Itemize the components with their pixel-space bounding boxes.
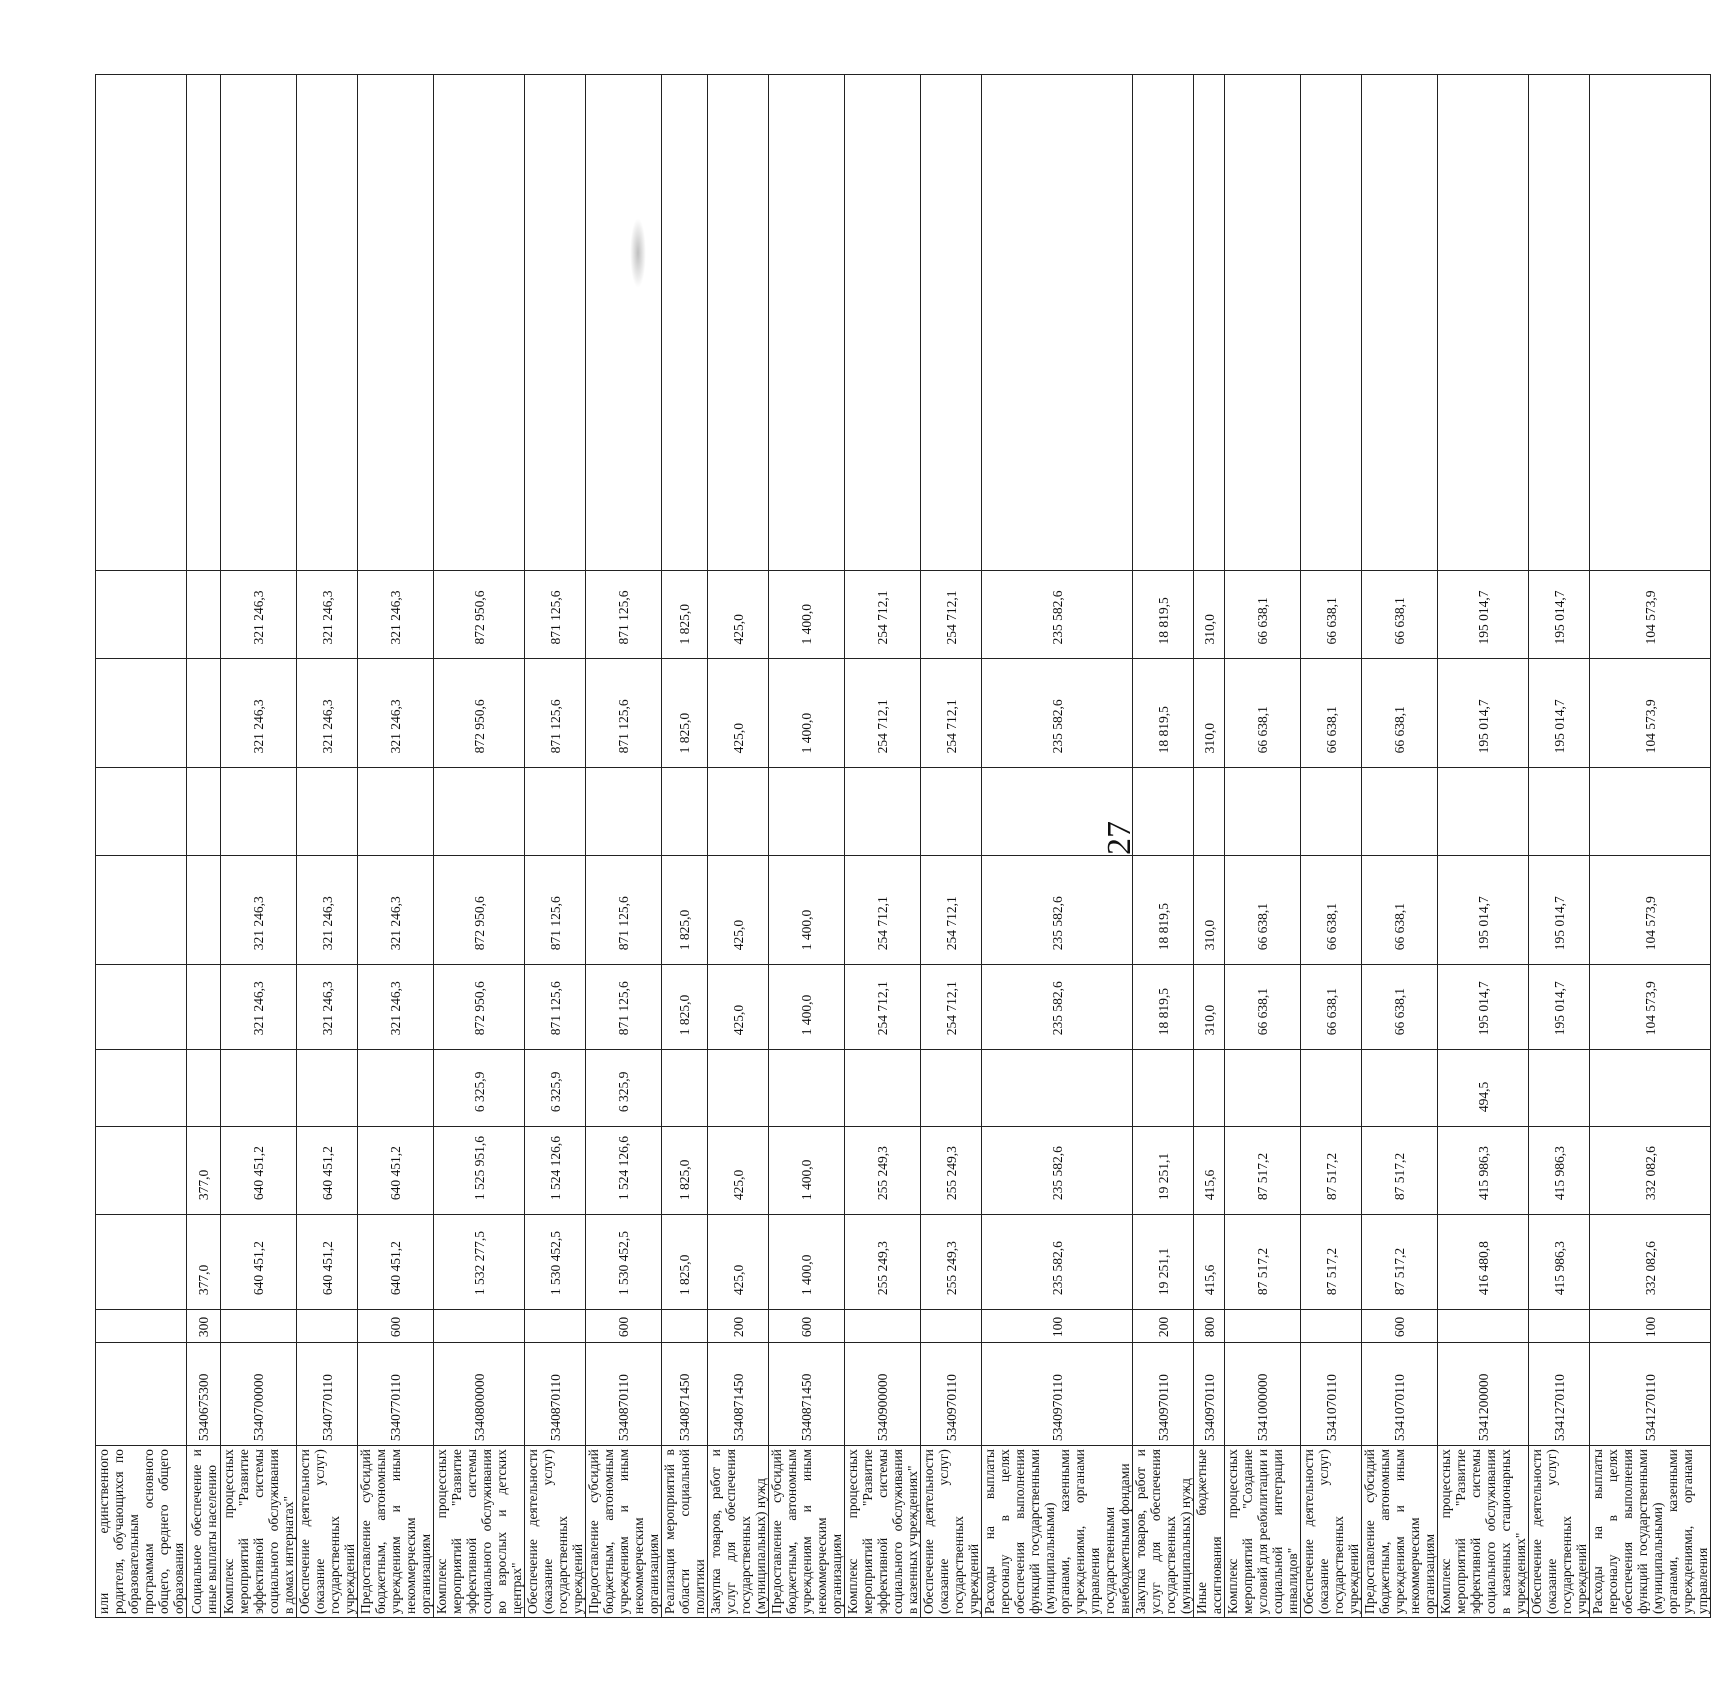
expense-type-cell <box>525 1310 586 1343</box>
year3-regional-cell: 66 638,1 <box>1301 571 1362 659</box>
row-name-cell: Предоставление субсидий бюджетным, автономным учреждениям и иным некоммерческим организациям <box>358 1446 434 1618</box>
year1-total-cell: 1 400,0 <box>769 1215 845 1310</box>
year1-federal-cell <box>1225 1050 1301 1127</box>
row-name-cell: Предоставление субсидий бюджетным, автономным учреждениям и иным некоммерческим организациям <box>586 1446 662 1618</box>
target-article-code-cell: 5340970110 <box>921 1343 982 1446</box>
year3-total-cell <box>187 659 221 768</box>
extra-column-cell <box>358 75 434 571</box>
year3-regional-cell: 1 825,0 <box>662 571 708 659</box>
year2-regional-cell: 872 950,6 <box>434 856 525 965</box>
year3-total-cell: 321 246,3 <box>221 659 297 768</box>
year3-total-cell <box>96 659 187 768</box>
row-name-cell: Обеспечение деятельности (оказание услуг) государственных учреждений <box>921 1446 982 1618</box>
target-article-code-cell: 5340871450 <box>708 1343 769 1446</box>
year2-total-cell: 1 825,0 <box>662 965 708 1050</box>
year3-regional-cell: 1 400,0 <box>769 571 845 659</box>
extra-column-cell <box>1133 75 1194 571</box>
expense-type-cell: 600 <box>1362 1310 1438 1343</box>
year2-federal-cell <box>1133 768 1194 856</box>
row-name-cell: Обеспечение деятельности (оказание услуг) государственных учреждений <box>1529 1446 1590 1618</box>
year2-total-cell: 425,0 <box>708 965 769 1050</box>
expense-type-cell <box>845 1310 921 1343</box>
year3-total-cell: 321 246,3 <box>297 659 358 768</box>
year1-regional-cell: 255 249,3 <box>921 1127 982 1215</box>
row-name-cell: Иные бюджетные ассигнования <box>1194 1446 1225 1618</box>
year1-regional-cell: 640 451,2 <box>221 1127 297 1215</box>
row-name-cell: Реализация мероприятий в области социальной политики <box>662 1446 708 1618</box>
year2-regional-cell: 254 712,1 <box>845 856 921 965</box>
row-name-cell: Обеспечение деятельности (оказание услуг) государственных учреждений <box>525 1446 586 1618</box>
table-row <box>982 75 1133 1618</box>
year1-federal-cell <box>982 1050 1133 1127</box>
year2-regional-cell: 425,0 <box>708 856 769 965</box>
table-row <box>525 75 586 1618</box>
table-row <box>1194 75 1225 1618</box>
extra-column-cell <box>921 75 982 571</box>
year1-total-cell: 1 825,0 <box>662 1215 708 1310</box>
year2-regional-cell: 235 582,6 <box>982 856 1133 965</box>
extra-column-cell <box>1301 75 1362 571</box>
year1-federal-cell <box>187 1050 221 1127</box>
year1-regional-cell: 1 524 126,6 <box>586 1127 662 1215</box>
year2-total-cell: 235 582,6 <box>982 965 1133 1050</box>
year2-federal-cell <box>1301 768 1362 856</box>
year3-total-cell: 195 014,7 <box>1438 659 1529 768</box>
table-row <box>96 75 187 1618</box>
year1-federal-cell <box>297 1050 358 1127</box>
table-row <box>434 75 525 1618</box>
year3-regional-cell: 195 014,7 <box>1438 571 1529 659</box>
year1-federal-cell <box>221 1050 297 1127</box>
year3-total-cell: 1 825,0 <box>662 659 708 768</box>
extra-column-cell <box>221 75 297 571</box>
year2-regional-cell: 66 638,1 <box>1362 856 1438 965</box>
year3-total-cell: 18 819,5 <box>1133 659 1194 768</box>
extra-column-cell <box>434 75 525 571</box>
expense-type-cell: 200 <box>1133 1310 1194 1343</box>
extra-column-cell <box>1194 75 1225 571</box>
expense-type-cell <box>434 1310 525 1343</box>
extra-column-cell <box>662 75 708 571</box>
year3-total-cell: 254 712,1 <box>921 659 982 768</box>
expense-type-cell: 200 <box>708 1310 769 1343</box>
table-row <box>1438 75 1529 1618</box>
year1-regional-cell: 332 082,6 <box>1590 1127 1711 1215</box>
year2-regional-cell: 321 246,3 <box>358 856 434 965</box>
year1-federal-cell <box>1133 1050 1194 1127</box>
table-row <box>1590 75 1711 1618</box>
year3-total-cell: 254 712,1 <box>845 659 921 768</box>
target-article-code-cell: 5340800000 <box>434 1343 525 1446</box>
year1-regional-cell: 235 582,6 <box>982 1127 1133 1215</box>
year1-total-cell: 415 986,3 <box>1529 1215 1590 1310</box>
year3-regional-cell <box>187 571 221 659</box>
year3-regional-cell: 195 014,7 <box>1529 571 1590 659</box>
year1-federal-cell <box>1362 1050 1438 1127</box>
year3-total-cell: 104 573,9 <box>1590 659 1711 768</box>
table-body <box>96 75 1711 1618</box>
year1-federal-cell: 6 325,9 <box>434 1050 525 1127</box>
target-article-code-cell: 5340871450 <box>662 1343 708 1446</box>
target-article-code-cell: 5341070110 <box>1362 1343 1438 1446</box>
year2-federal-cell <box>1529 768 1590 856</box>
target-article-code-cell: 5340700000 <box>221 1343 297 1446</box>
expense-type-cell <box>297 1310 358 1343</box>
year1-regional-cell: 87 517,2 <box>1225 1127 1301 1215</box>
extra-column-cell <box>586 75 662 571</box>
year3-regional-cell: 871 125,6 <box>586 571 662 659</box>
row-name-cell: Обеспечение деятельности (оказание услуг) государственных учреждений <box>297 1446 358 1618</box>
expense-type-cell <box>662 1310 708 1343</box>
year1-total-cell: 640 451,2 <box>297 1215 358 1310</box>
year2-federal-cell <box>845 768 921 856</box>
year2-regional-cell: 871 125,6 <box>586 856 662 965</box>
row-name-cell: Обеспечение деятельности (оказание услуг) государственных учреждений <box>1301 1446 1362 1618</box>
year2-regional-cell: 254 712,1 <box>921 856 982 965</box>
year2-total-cell: 872 950,6 <box>434 965 525 1050</box>
expense-type-cell: 100 <box>1590 1310 1711 1343</box>
year1-federal-cell <box>708 1050 769 1127</box>
extra-column-cell <box>1362 75 1438 571</box>
year2-regional-cell: 18 819,5 <box>1133 856 1194 965</box>
year1-total-cell: 255 249,3 <box>845 1215 921 1310</box>
row-name-cell: Предоставление субсидий бюджетным, автономным учреждениям и иным некоммерческим организациям <box>769 1446 845 1618</box>
year3-regional-cell: 872 950,6 <box>434 571 525 659</box>
year2-federal-cell <box>769 768 845 856</box>
year2-regional-cell: 310,0 <box>1194 856 1225 965</box>
extra-column-cell <box>845 75 921 571</box>
expense-type-cell <box>921 1310 982 1343</box>
target-article-code-cell: 5340970110 <box>1133 1343 1194 1446</box>
target-article-code-cell: 5340970110 <box>982 1343 1133 1446</box>
year1-total-cell: 19 251,1 <box>1133 1215 1194 1310</box>
year3-regional-cell: 254 712,1 <box>845 571 921 659</box>
target-article-code-cell: 5341070110 <box>1301 1343 1362 1446</box>
year3-regional-cell: 425,0 <box>708 571 769 659</box>
year1-regional-cell: 377,0 <box>187 1127 221 1215</box>
year1-regional-cell: 425,0 <box>708 1127 769 1215</box>
year1-total-cell: 415,6 <box>1194 1215 1225 1310</box>
year2-federal-cell <box>1225 768 1301 856</box>
table-row <box>708 75 769 1618</box>
year2-total-cell: 254 712,1 <box>845 965 921 1050</box>
year1-federal-cell <box>358 1050 434 1127</box>
table-row <box>187 75 221 1618</box>
table-row <box>1301 75 1362 1618</box>
year1-total-cell: 425,0 <box>708 1215 769 1310</box>
expense-type-cell <box>1301 1310 1362 1343</box>
year1-total-cell: 1 530 452,5 <box>586 1215 662 1310</box>
year2-federal-cell <box>921 768 982 856</box>
year1-federal-cell <box>845 1050 921 1127</box>
year2-total-cell: 66 638,1 <box>1301 965 1362 1050</box>
year3-regional-cell: 66 638,1 <box>1362 571 1438 659</box>
year1-regional-cell: 1 524 126,6 <box>525 1127 586 1215</box>
year2-total-cell: 321 246,3 <box>358 965 434 1050</box>
year1-regional-cell <box>96 1127 187 1215</box>
expense-type-cell: 600 <box>586 1310 662 1343</box>
year1-federal-cell: 6 325,9 <box>525 1050 586 1127</box>
year3-total-cell: 195 014,7 <box>1529 659 1590 768</box>
year3-total-cell: 66 638,1 <box>1362 659 1438 768</box>
year2-total-cell <box>96 965 187 1050</box>
expense-type-cell: 600 <box>769 1310 845 1343</box>
target-article-code-cell <box>96 1343 187 1446</box>
extra-column-cell <box>769 75 845 571</box>
table-row <box>1529 75 1590 1618</box>
year2-federal-cell <box>358 768 434 856</box>
year3-regional-cell: 321 246,3 <box>358 571 434 659</box>
year1-federal-cell: 6 325,9 <box>586 1050 662 1127</box>
year1-total-cell: 640 451,2 <box>358 1215 434 1310</box>
year2-regional-cell: 195 014,7 <box>1438 856 1529 965</box>
target-article-code-cell: 5340770110 <box>297 1343 358 1446</box>
expense-type-cell: 600 <box>358 1310 434 1343</box>
year1-federal-cell <box>96 1050 187 1127</box>
year1-federal-cell: 494,5 <box>1438 1050 1529 1127</box>
expense-type-cell <box>1225 1310 1301 1343</box>
target-article-code-cell: 5340871450 <box>769 1343 845 1446</box>
row-name-cell: Закупка товаров, работ и услуг для обеспечения государственных (муниципальных) нужд <box>708 1446 769 1618</box>
row-name-cell: Комплекс процессных мероприятий "Развитие эффективной системы социального обслуживания в казенных учреждениях" <box>845 1446 921 1618</box>
row-name-cell: Закупка товаров, работ и услуг для обеспечения государственных (муниципальных) нужд <box>1133 1446 1194 1618</box>
year2-total-cell: 321 246,3 <box>221 965 297 1050</box>
rotated-landscape-page <box>95 74 1710 1618</box>
year3-regional-cell: 235 582,6 <box>982 571 1133 659</box>
target-article-code-cell: 5341000000 <box>1225 1343 1301 1446</box>
year1-federal-cell <box>769 1050 845 1127</box>
year2-federal-cell <box>434 768 525 856</box>
expense-type-cell: 100 <box>982 1310 1133 1343</box>
year3-regional-cell: 321 246,3 <box>221 571 297 659</box>
year2-total-cell: 871 125,6 <box>525 965 586 1050</box>
budget-table <box>95 74 1711 1618</box>
extra-column-cell <box>525 75 586 571</box>
extra-column-cell <box>708 75 769 571</box>
year1-federal-cell <box>1194 1050 1225 1127</box>
row-name-cell: Комплекс процессных мероприятий "Развитие эффективной системы социального обслуживания во взрослых и детских центрах" <box>434 1446 525 1618</box>
year3-total-cell: 871 125,6 <box>586 659 662 768</box>
year2-total-cell <box>187 965 221 1050</box>
extra-column-cell <box>297 75 358 571</box>
row-name-cell: Комплекс процессных мероприятий "Создание условий для реабилитации и социальной интеграции инвалидов" <box>1225 1446 1301 1618</box>
row-name-cell: Комплекс процессных мероприятий "Развитие эффективной системы социального обслуживания в домах интернатах" <box>221 1446 297 1618</box>
year1-regional-cell: 1 825,0 <box>662 1127 708 1215</box>
year2-regional-cell: 871 125,6 <box>525 856 586 965</box>
target-article-code-cell: 5340770110 <box>358 1343 434 1446</box>
year3-regional-cell: 18 819,5 <box>1133 571 1194 659</box>
year2-total-cell: 871 125,6 <box>586 965 662 1050</box>
year1-total-cell: 87 517,2 <box>1301 1215 1362 1310</box>
year1-total-cell: 87 517,2 <box>1362 1215 1438 1310</box>
year2-total-cell: 195 014,7 <box>1529 965 1590 1050</box>
year3-regional-cell <box>96 571 187 659</box>
table-row <box>662 75 708 1618</box>
extra-column-cell <box>187 75 221 571</box>
year3-total-cell: 321 246,3 <box>358 659 434 768</box>
row-name-cell: Предоставление субсидий бюджетным, автономным учреждениям и иным некоммерческим организациям <box>1362 1446 1438 1618</box>
year2-total-cell: 321 246,3 <box>297 965 358 1050</box>
year1-total-cell: 640 451,2 <box>221 1215 297 1310</box>
year2-regional-cell <box>96 856 187 965</box>
year3-regional-cell: 66 638,1 <box>1225 571 1301 659</box>
year3-regional-cell: 310,0 <box>1194 571 1225 659</box>
expense-type-cell: 800 <box>1194 1310 1225 1343</box>
row-name-cell: Социальное обеспечение и иные выплаты населению <box>187 1446 221 1618</box>
year2-federal-cell <box>1438 768 1529 856</box>
year1-total-cell: 87 517,2 <box>1225 1215 1301 1310</box>
table-row <box>1362 75 1438 1618</box>
year1-regional-cell: 19 251,1 <box>1133 1127 1194 1215</box>
year1-federal-cell <box>1529 1050 1590 1127</box>
table-row <box>845 75 921 1618</box>
year2-regional-cell: 195 014,7 <box>1529 856 1590 965</box>
year2-regional-cell <box>187 856 221 965</box>
year2-federal-cell <box>586 768 662 856</box>
year2-federal-cell <box>708 768 769 856</box>
year3-regional-cell: 104 573,9 <box>1590 571 1711 659</box>
year2-federal-cell <box>297 768 358 856</box>
year1-regional-cell: 1 400,0 <box>769 1127 845 1215</box>
year1-regional-cell: 640 451,2 <box>297 1127 358 1215</box>
table-row <box>921 75 982 1618</box>
table-row <box>358 75 434 1618</box>
page-number: 27 <box>1101 821 1138 855</box>
year2-federal-cell <box>96 768 187 856</box>
year2-federal-cell <box>982 768 1133 856</box>
target-article-code-cell: 5340900000 <box>845 1343 921 1446</box>
extra-column-cell <box>96 75 187 571</box>
year1-regional-cell: 87 517,2 <box>1362 1127 1438 1215</box>
year3-total-cell: 1 400,0 <box>769 659 845 768</box>
row-name-cell: Расходы на выплаты персоналу в целях обеспечения выполнения функций государственными (муниципальными) органами, казенными учреждениями, органами управления государственными внебюджетными фондами <box>982 1446 1133 1618</box>
year2-federal-cell <box>1194 768 1225 856</box>
extra-column-cell <box>1438 75 1529 571</box>
year1-regional-cell: 87 517,2 <box>1301 1127 1362 1215</box>
year1-regional-cell: 415 986,3 <box>1438 1127 1529 1215</box>
year2-total-cell: 254 712,1 <box>921 965 982 1050</box>
table-row <box>769 75 845 1618</box>
expense-type-cell <box>96 1310 187 1343</box>
extra-column-cell <box>1590 75 1711 571</box>
year1-regional-cell: 415,6 <box>1194 1127 1225 1215</box>
year3-total-cell: 425,0 <box>708 659 769 768</box>
year2-total-cell: 310,0 <box>1194 965 1225 1050</box>
row-name-cell: Расходы на выплаты персоналу в целях обеспечения выполнения функций государственными (муниципальными) органами, казенными учреждениями, органами управления <box>1590 1446 1711 1618</box>
year2-total-cell: 104 573,9 <box>1590 965 1711 1050</box>
extra-column-cell <box>982 75 1133 571</box>
target-article-code-cell: 5341270110 <box>1529 1343 1590 1446</box>
year1-total-cell: 235 582,6 <box>982 1215 1133 1310</box>
year2-regional-cell: 321 246,3 <box>297 856 358 965</box>
year2-regional-cell: 104 573,9 <box>1590 856 1711 965</box>
year2-regional-cell: 66 638,1 <box>1225 856 1301 965</box>
row-name-cell: или единственного родителя, обучающихся по образовательным программам основного общего, среднего общего образования <box>96 1446 187 1618</box>
year2-regional-cell: 1 400,0 <box>769 856 845 965</box>
year3-total-cell: 310,0 <box>1194 659 1225 768</box>
year1-total-cell: 332 082,6 <box>1590 1215 1711 1310</box>
year1-federal-cell <box>1301 1050 1362 1127</box>
year2-federal-cell <box>525 768 586 856</box>
year1-regional-cell: 255 249,3 <box>845 1127 921 1215</box>
target-article-code-cell: 5340870110 <box>525 1343 586 1446</box>
year2-federal-cell <box>221 768 297 856</box>
year1-total-cell: 416 480,8 <box>1438 1215 1529 1310</box>
year1-total-cell <box>96 1215 187 1310</box>
year2-federal-cell <box>1590 768 1711 856</box>
year3-regional-cell: 321 246,3 <box>297 571 358 659</box>
year2-total-cell: 66 638,1 <box>1362 965 1438 1050</box>
year1-total-cell: 255 249,3 <box>921 1215 982 1310</box>
year3-regional-cell: 871 125,6 <box>525 571 586 659</box>
target-article-code-cell: 5340970110 <box>1194 1343 1225 1446</box>
year2-total-cell: 66 638,1 <box>1225 965 1301 1050</box>
year1-federal-cell <box>662 1050 708 1127</box>
row-name-cell: Комплекс процессных мероприятий "Развитие эффективной системы социального обслуживания в казенных стационарных учреждениях" <box>1438 1446 1529 1618</box>
target-article-code-cell: 5341270110 <box>1590 1343 1711 1446</box>
year1-total-cell: 377,0 <box>187 1215 221 1310</box>
year2-federal-cell <box>662 768 708 856</box>
year1-regional-cell: 1 525 951,6 <box>434 1127 525 1215</box>
extra-column-cell <box>1529 75 1590 571</box>
year3-total-cell: 66 638,1 <box>1301 659 1362 768</box>
year1-federal-cell <box>921 1050 982 1127</box>
expense-type-cell <box>221 1310 297 1343</box>
table-row <box>297 75 358 1618</box>
expense-type-cell <box>1438 1310 1529 1343</box>
year2-federal-cell <box>187 768 221 856</box>
year1-regional-cell: 640 451,2 <box>358 1127 434 1215</box>
year1-regional-cell: 415 986,3 <box>1529 1127 1590 1215</box>
year2-federal-cell <box>1362 768 1438 856</box>
year1-total-cell: 1 530 452,5 <box>525 1215 586 1310</box>
extra-column-cell <box>1225 75 1301 571</box>
year3-regional-cell: 254 712,1 <box>921 571 982 659</box>
expense-type-cell: 300 <box>187 1310 221 1343</box>
year3-total-cell: 66 638,1 <box>1225 659 1301 768</box>
year2-total-cell: 18 819,5 <box>1133 965 1194 1050</box>
target-article-code-cell: 5341200000 <box>1438 1343 1529 1446</box>
year3-total-cell: 871 125,6 <box>525 659 586 768</box>
table-row <box>1133 75 1194 1618</box>
expense-type-cell <box>1529 1310 1590 1343</box>
year2-regional-cell: 321 246,3 <box>221 856 297 965</box>
year3-total-cell: 872 950,6 <box>434 659 525 768</box>
target-article-code-cell: 5340870110 <box>586 1343 662 1446</box>
target-article-code-cell: 5340675300 <box>187 1343 221 1446</box>
table-row <box>221 75 297 1618</box>
year1-federal-cell <box>1590 1050 1711 1127</box>
year2-regional-cell: 66 638,1 <box>1301 856 1362 965</box>
year3-total-cell: 235 582,6 <box>982 659 1133 768</box>
year2-regional-cell: 1 825,0 <box>662 856 708 965</box>
year2-total-cell: 195 014,7 <box>1438 965 1529 1050</box>
year2-total-cell: 1 400,0 <box>769 965 845 1050</box>
year1-total-cell: 1 532 277,5 <box>434 1215 525 1310</box>
table-row <box>1225 75 1301 1618</box>
table-row <box>586 75 662 1618</box>
